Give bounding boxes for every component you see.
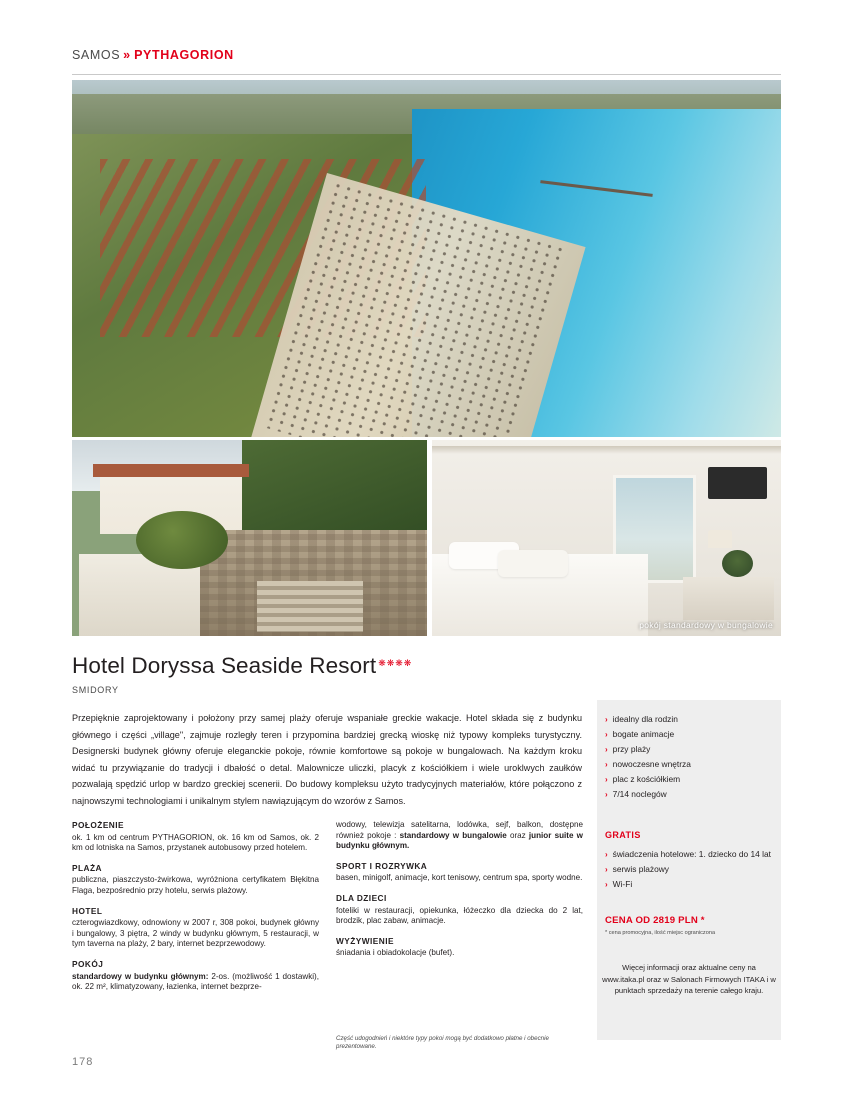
panel-gratis-item xyxy=(605,862,777,877)
page-footnote: Część udogodnień i niektóre typy pokoi mogą być dodatkowo płatne i obecnie prezentowane. xyxy=(336,1035,549,1050)
chevron-right-icon: › xyxy=(605,880,608,889)
details-column-left xyxy=(72,820,319,993)
chevron-right-icon: › xyxy=(605,745,608,754)
hotel-name: Hotel Doryssa Seaside Resort xyxy=(72,653,377,678)
panel-gratis-item xyxy=(605,847,777,862)
village-steps xyxy=(257,581,364,632)
village-photo xyxy=(72,440,427,636)
page-header xyxy=(72,48,781,75)
section-heading-plaza: PLAŻA xyxy=(72,862,102,873)
panel-feature-item xyxy=(605,772,775,787)
room-table xyxy=(683,577,774,620)
section-body-wyzywienie: śniadania i obiadokolacje (bufet). xyxy=(336,948,455,958)
section-heading-polozenie: POŁOŻENIE xyxy=(72,820,124,830)
room-tv xyxy=(708,467,767,498)
panel-feature-label: bogate animacje xyxy=(612,729,675,739)
panel-gratis-label: serwis plażowy xyxy=(612,864,669,874)
panel-feature-item xyxy=(605,757,775,772)
chevron-right-icon: › xyxy=(605,865,608,874)
room-type-bungalow: standardowy w bungalowie xyxy=(399,830,507,840)
chevron-right-icon: › xyxy=(605,715,608,724)
panel-feature-label: idealny dla rodzin xyxy=(612,714,678,724)
star-rating-icon: ❋❋❋❋ xyxy=(378,658,413,668)
panel-gratis-label: Wi-Fi xyxy=(612,879,633,889)
hotel-code: SMIDORY xyxy=(72,685,119,695)
panel-feature-label: plac z kościółkiem xyxy=(612,774,681,784)
panel-gratis-label: świadczenia hotelowe: 1. dziecko do 14 lat xyxy=(612,849,771,859)
room-lamp xyxy=(708,530,732,548)
room-type-label: standardowy w budynku głównym: xyxy=(72,971,209,981)
section-heading-wyzywienie: WYŻYWIENIE xyxy=(336,935,394,946)
room-plant xyxy=(722,550,753,577)
section-body-pokoj-cont xyxy=(336,820,583,852)
section-body-plaza: publiczna, piaszczysto-żwirkowa, wyróżniona certyfikatem Błękitna Flaga, bezpośrednio przy hotelu, serwis plażowy. xyxy=(72,875,319,895)
room-type-junior-suite: junior suite w budynku głównym. xyxy=(336,830,583,851)
room-pillow xyxy=(498,550,568,577)
chevron-right-icon: › xyxy=(605,760,608,769)
section-body-dladzieci: foteliki w restauracji, opiekunka, łóżeczko dla dziecka do 2 lat, brodzik, plac zabaw, animacje. xyxy=(336,905,583,926)
page-number: 178 xyxy=(72,1056,94,1068)
hero-photo xyxy=(72,80,781,437)
room-cont-text-2: oraz xyxy=(506,830,529,840)
panel-gratis-item xyxy=(605,877,777,892)
chevron-right-icon: › xyxy=(605,730,608,739)
panel-feature-item xyxy=(605,742,775,757)
panel-feature-item xyxy=(605,787,775,802)
header-separator-icon: » xyxy=(123,48,131,62)
room-photo xyxy=(432,440,781,636)
panel-feature-label: przy plaży xyxy=(612,744,651,754)
panel-gratis-heading: GRATIS xyxy=(605,830,641,840)
room-photo-caption: pokój standardowy w bungalowie xyxy=(639,620,773,630)
panel-feature-label: nowoczesne wnętrza xyxy=(612,759,691,769)
section-heading-dladzieci: DLA DZIECI xyxy=(336,892,387,903)
panel-contact-info: Więcej informacji oraz aktualne ceny na www.itaka.pl oraz w Salonach Firmowych ITAKA i w punktach sprzedaży na terenie całego kraju. xyxy=(602,963,776,995)
chevron-right-icon: › xyxy=(605,850,608,859)
section-body-hotel: czterogwiazdkowy, odnowiony w 2007 r, 308 pokoi, budynek główny i bungalowy, 3 piętra, 2 windy w budynku głównym, 5 restauracji, w tym taverna na plaży, 2 bary, internet bezprzewodowy. xyxy=(72,918,319,949)
section-body-pokoj xyxy=(72,972,319,993)
price-footnote: * cena promocyjna, ilość miejsc ograniczona xyxy=(605,930,716,936)
hotel-intro-text: Przepięknie zaprojektowany i położony przy samej plaży oferuje wspaniałe greckie wakacje. Hotel składa się z budynku głównego i części „village", zajmuje rozległy teren i przypomina bardziej grecką wioskę niż typowy kompleks turystyczny. Designerski budynek główny oferuje eleganckie pokoje, równie komfortowe są pokoje w bungalowach. Na każdym kroku widać tu przywiązanie do tradycji i dbałość o detal. Malownicze uliczki, placyk z kościółkiem i wiele uroklwych zaułków pozwalają spędzić urlop w bardzo greckiej scenerii. Do budowy kompleksu użyto tradycyjnych materiałów, które połączono z najnowszymi technologiami i unikalnym stylem nawiązującym do wzorów z Samos. xyxy=(72,713,582,806)
panel-gratis-list xyxy=(605,847,777,892)
panel-feature-item xyxy=(605,712,775,727)
hotel-title-block xyxy=(72,655,572,695)
room-ceiling-beam xyxy=(432,446,781,454)
village-bush xyxy=(136,511,228,570)
header-resort: PYTHAGORION xyxy=(134,48,234,62)
section-body-sport: basen, minigolf, animacje, kort tenisowy, centrum spa, sporty wodne. xyxy=(336,873,583,883)
section-heading-sport: SPORT I ROZRYWKA xyxy=(336,860,428,871)
section-heading-hotel: HOTEL xyxy=(72,905,103,916)
room-type-desc: 2-os. (możliwość 1 dostawki), ok. 22 m², klimatyzowany, łazienka, internet bezprze- xyxy=(72,971,319,992)
panel-feature-item xyxy=(605,727,775,742)
section-heading-pokoj: POKÓJ xyxy=(72,958,104,969)
header-region: SAMOS xyxy=(72,48,121,62)
price-label: CENA OD 2819 PLN * xyxy=(605,915,705,926)
panel-feature-list xyxy=(605,712,775,802)
village-roof xyxy=(93,464,249,478)
room-cont-text: wodowy, telewizja satelitarna, lodówka, sejf, balkon, dostępne również pokoje : xyxy=(336,820,583,840)
chevron-right-icon: › xyxy=(605,790,608,799)
panel-feature-label: 7/14 noclegów xyxy=(612,789,667,799)
details-column-right xyxy=(336,820,583,959)
section-body-polozenie: ok. 1 km od centrum PYTHAGORION, ok. 16 km od Samos, ok. 2 km od lotniska na Samos, przystanek autobusowy przed hotelem. xyxy=(72,832,319,853)
chevron-right-icon: › xyxy=(605,775,608,784)
